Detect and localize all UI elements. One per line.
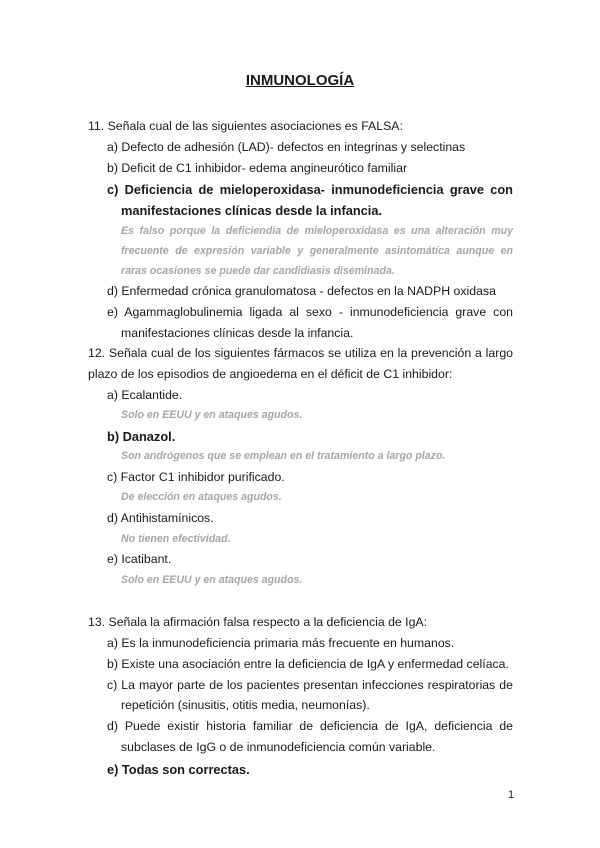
question-12-option-b-comment: Son andrógenos que se emplean en el tratamiento a largo plazo. bbox=[121, 450, 446, 462]
question-13-option-c-line1: c) La mayor parte de los pacientes presentan infecciones respiratorias de bbox=[107, 678, 513, 692]
question-11-comment-line2: frecuente de expresión variable y generalmente asintomática aunque en bbox=[121, 245, 513, 257]
question-12-option-e-comment: Solo en EEUU y en ataques agudos. bbox=[121, 574, 303, 586]
question-11-option-d: d) Enfermedad crónica granulomatosa - defectos en la NADPH oxidasa bbox=[107, 284, 496, 298]
question-13-stem: 13. Señala la afirmación falsa respecto a la deficiencia de IgA: bbox=[88, 615, 428, 629]
question-11-comment-line3: raras ocasiones se puede dar candidiasis diseminada. bbox=[121, 265, 395, 277]
question-11-option-c-line2: manifestaciones clínicas desde la infancia. bbox=[121, 203, 383, 218]
question-11-comment-line1: Es falso porque la deficiendia de mieloperoxidasa es una alteración muy bbox=[121, 225, 513, 237]
question-12-option-d-comment: No tienen efectividad. bbox=[121, 533, 231, 545]
question-12-option-d: d) Antihistamínicos. bbox=[107, 511, 214, 525]
page-number: 1 bbox=[508, 789, 515, 801]
question-11-option-e-line1: e) Agammaglobulinemia ligada al sexo - inmunodeficiencia grave con bbox=[107, 305, 513, 319]
question-13-option-d-line2: subclases de IgG o de inmunodeficiencia común variable. bbox=[121, 740, 436, 754]
question-13-option-c-line2: repetición (sinusitis, otitis media, neumonías). bbox=[121, 698, 370, 712]
question-12-option-c-comment: De elección en ataques agudos. bbox=[121, 491, 282, 503]
question-11-option-c-line1: c) Deficiencia de mieloperoxidasa- inmunodeficiencia grave con bbox=[107, 182, 513, 197]
question-11-option-b: b) Deficit de C1 inhibidor- edema angineurótico familiar bbox=[107, 161, 408, 175]
question-12-option-e: e) Icatibant. bbox=[107, 552, 172, 566]
question-11-option-e-line2: manifestaciones clínicas desde la infancia. bbox=[121, 326, 354, 340]
question-13-option-e: e) Todas son correctas. bbox=[107, 762, 250, 777]
question-13-option-a: a) Es la inmunodeficiencia primaria más frecuente en humanos. bbox=[107, 636, 455, 650]
question-11-stem: 11. Señala cual de las siguientes asociaciones es FALSA: bbox=[88, 119, 403, 133]
question-12-stem-line1: 12. Señala cual de los siguientes fármacos se utiliza en la prevención a largo bbox=[88, 346, 513, 360]
question-12-option-c: c) Factor C1 inhibidor purificado. bbox=[107, 470, 285, 484]
question-12-stem-line2: plazo de los episodios de angioedema en el déficit de C1 inhibidor: bbox=[88, 367, 453, 381]
question-12-option-a-comment: Solo en EEUU y en ataques agudos. bbox=[121, 409, 303, 421]
question-13-option-d-line1: d) Puede existir historia familiar de deficiencia de IgA, deficiencia de bbox=[107, 719, 513, 733]
question-13-option-b: b) Existe una asociación entre la deficiencia de IgA y enfermedad celíaca. bbox=[107, 657, 509, 671]
page-title: INMUNOLOGÍA bbox=[245, 72, 355, 89]
question-11-option-a: a) Defecto de adhesión (LAD)- defectos en integrinas y selectinas bbox=[107, 140, 466, 154]
question-12-option-b: b) Danazol. bbox=[107, 429, 176, 444]
question-12-option-a: a) Ecalantide. bbox=[107, 388, 183, 402]
